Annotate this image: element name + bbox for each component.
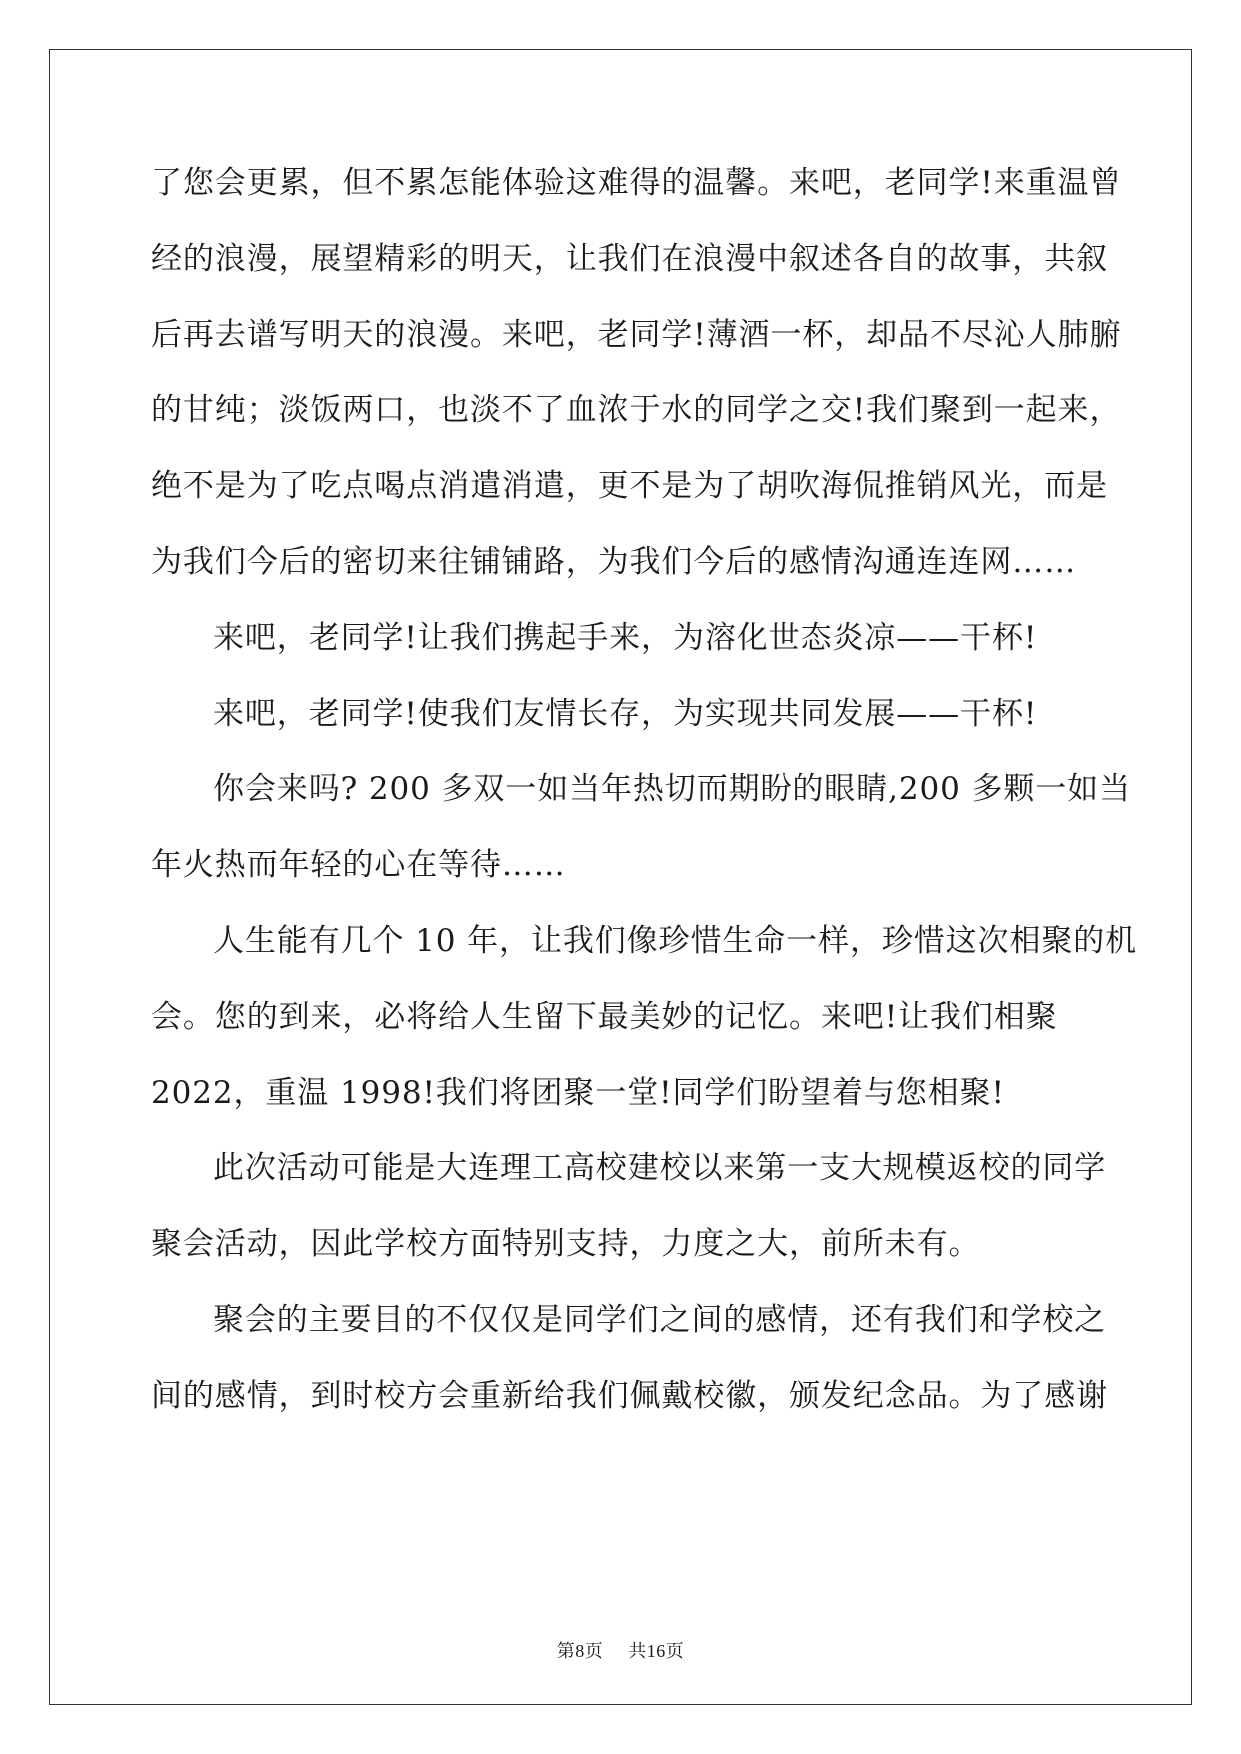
total-suffix: 页 bbox=[665, 1641, 685, 1662]
text-line: 后再去谱写明天的浪漫。来吧，老同学!薄酒一杯，却品不尽沁人肺腑 bbox=[151, 316, 1122, 353]
text-line: 会。您的到来，必将给人生留下最美妙的记忆。来吧!让我们相聚 bbox=[151, 998, 1058, 1035]
page-prefix: 第 bbox=[556, 1641, 576, 1662]
text-line: 来吧，老同学!使我们友情长存，为实现共同发展——干杯! bbox=[213, 695, 1038, 732]
text-line: 间的感情，到时校方会重新给我们佩戴校徽，颁发纪念品。为了感谢 bbox=[151, 1377, 1108, 1414]
text-line: 的甘纯；淡饭两口，也淡不了血浓于水的同学之交!我们聚到一起来， bbox=[151, 392, 1122, 429]
total-pages: 16 bbox=[646, 1641, 666, 1661]
page-number: 8 bbox=[575, 1641, 585, 1661]
text-line: 聚会的主要目的不仅仅是同学们之间的感情，还有我们和学校之 bbox=[213, 1301, 1107, 1338]
text-line: 经的浪漫，展望精彩的明天，让我们在浪漫中叙述各自的故事，共叙 bbox=[151, 240, 1108, 277]
text-line: 年火热而年轻的心在等待…… bbox=[151, 847, 566, 884]
page-suffix: 页 bbox=[584, 1641, 604, 1662]
text-line: 来吧，老同学!让我们携起手来，为溶化世态炎凉——干杯! bbox=[213, 619, 1038, 656]
document-body bbox=[151, 162, 1138, 1451]
text-line: 2022，重温 1998!我们将团聚一堂!同学们盼望着与您相聚! bbox=[151, 1074, 1005, 1111]
text-line: 了您会更累，但不累怎能体验这难得的温馨。来吧，老同学!来重温曾 bbox=[151, 165, 1122, 201]
total-prefix: 共 bbox=[628, 1641, 647, 1662]
text-line: 为我们今后的密切来往铺铺路，为我们今后的感情沟通连连网…… bbox=[151, 543, 1077, 580]
text-line: 你会来吗? 200 多双一如当年热切而期盼的眼睛,200 多颗一如当 bbox=[213, 771, 1131, 808]
text-line: 人生能有几个 10 年，让我们像珍惜生命一样，珍惜这次相聚的机 bbox=[213, 922, 1138, 959]
text-line: 聚会活动，因此学校方面特别支持，力度之大，前所未有。 bbox=[151, 1226, 981, 1263]
text-line: 此次活动可能是大连理工高校建校以来第一支大规模返校的同学 bbox=[213, 1150, 1107, 1187]
page-footer bbox=[0, 1639, 1241, 1664]
text-line: 绝不是为了吃点喝点消遣消遣，更不是为了胡吹海侃推销风光，而是 bbox=[151, 468, 1108, 505]
